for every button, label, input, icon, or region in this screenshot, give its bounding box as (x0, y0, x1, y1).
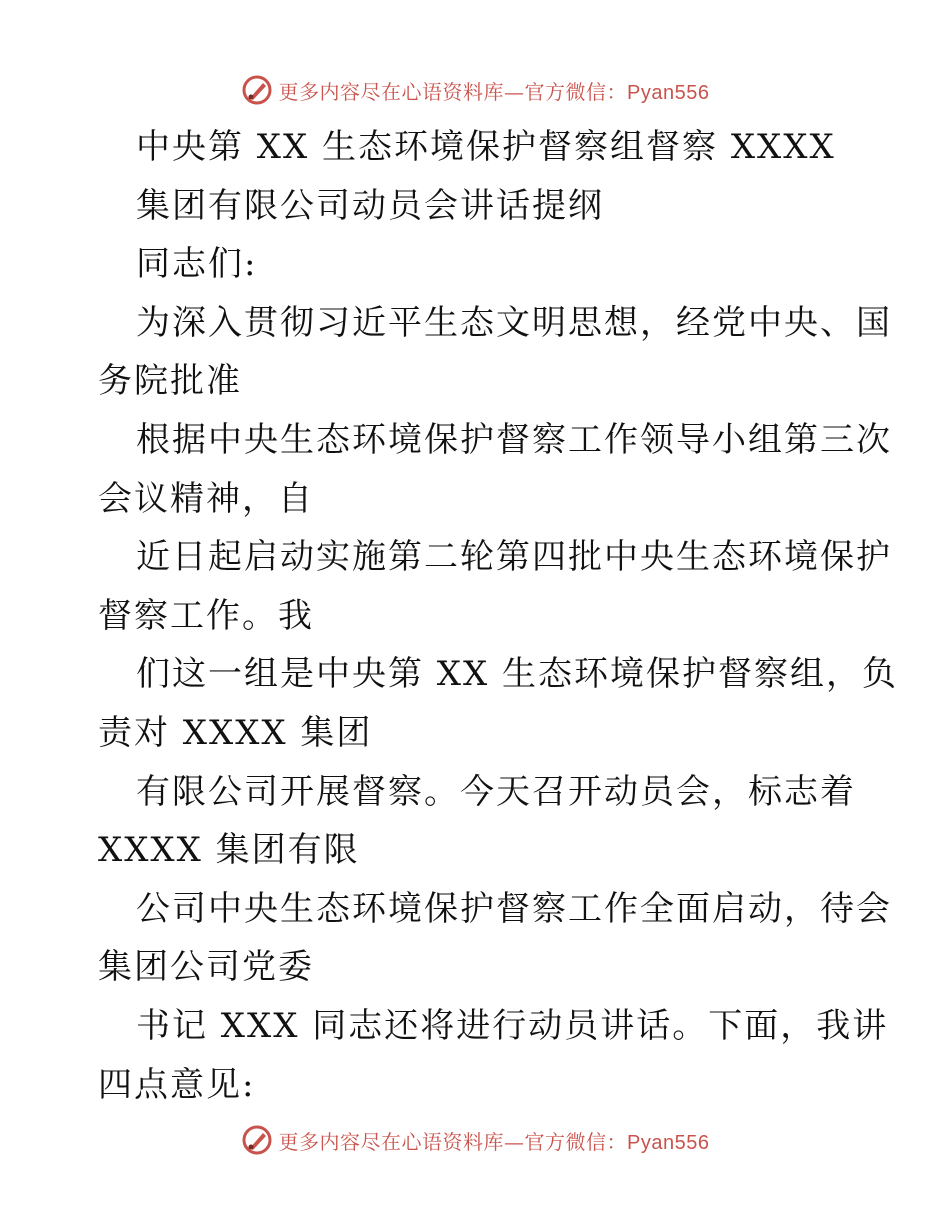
header-watermark (0, 70, 950, 110)
doc-line: 集团有限公司动员会讲话提纲 (136, 185, 604, 226)
doc-line: XXXX 集团有限 (98, 830, 360, 871)
doc-line: 督察工作。我 (98, 595, 314, 636)
doc-line: 根据中央生态环境保护督察工作领导小组第三次 (136, 419, 892, 460)
doc-line: 会议精神，自 (98, 478, 314, 519)
doc-line: 四点意见: (98, 1064, 256, 1105)
doc-line: 们这一组是中央第 XX 生态环境保护督察组，负 (136, 654, 899, 695)
quill-logo-icon (241, 74, 273, 106)
doc-line: 近日起启动实施第二轮第四批中央生态环境保护 (136, 537, 892, 578)
doc-line: 责对 XXXX 集团 (98, 712, 373, 753)
doc-line: 务院批准 (98, 361, 242, 402)
quill-logo-icon (241, 1124, 273, 1156)
doc-line: 书记 XXX 同志还将进行动员讲话。下面，我讲 (136, 1005, 889, 1046)
doc-line: 公司中央生态环境保护督察工作全面启动，待会 (136, 888, 892, 929)
doc-line: 集团公司党委 (98, 947, 314, 988)
watermark-text: 更多内容尽在心语资料库—官方微信：Pyan556 (278, 79, 710, 104)
doc-line: 有限公司开展督察。今天召开动员会，标志着 (136, 771, 856, 812)
watermark-text: 更多内容尽在心语资料库—官方微信：Pyan556 (278, 1129, 710, 1154)
doc-line: 中央第 XX 生态环境保护督察组督察 XXXX (136, 127, 836, 167)
doc-line: 同志们: (136, 244, 258, 285)
document-body (98, 118, 899, 1114)
doc-line: 为深入贯彻习近平生态文明思想，经党中央、国 (136, 302, 892, 343)
footer-watermark (0, 1120, 950, 1160)
